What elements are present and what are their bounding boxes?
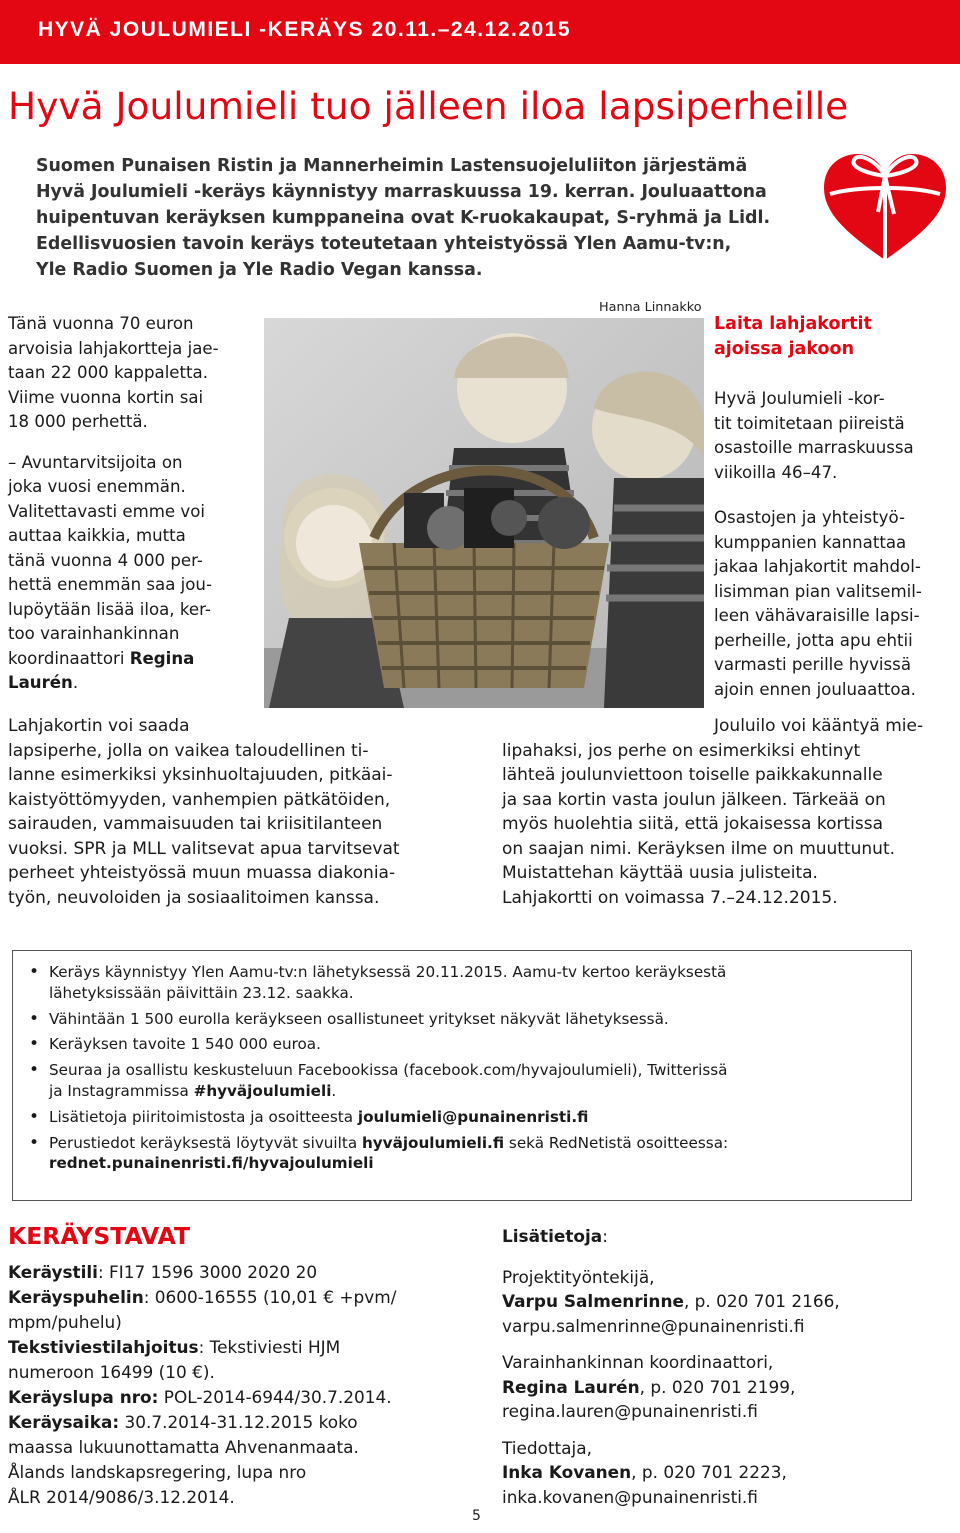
heart-ribbon-logo bbox=[818, 142, 952, 274]
list-item bbox=[29, 1009, 899, 1030]
text-line: Valitettavasti emme voi bbox=[8, 501, 205, 521]
text-line: jakaa lahjakortit mahdol- bbox=[714, 557, 921, 576]
photo-credit: Hanna Linnakko bbox=[599, 300, 702, 315]
left-column-text bbox=[8, 312, 258, 696]
text-line: sairauden, vammaisuuden tai kriisitilanteen bbox=[8, 814, 383, 834]
subheading: ajoissa jakoon bbox=[714, 338, 855, 359]
text-line: Muistattehan käyttää uusia julisteita. bbox=[502, 863, 818, 883]
text-fragment: : bbox=[602, 1226, 608, 1246]
header-banner bbox=[0, 0, 960, 64]
text-line: Osastojen ja yhteistyö- bbox=[714, 508, 905, 527]
email-link[interactable]: joulumieli@punainenristi.fi bbox=[357, 1107, 589, 1126]
list-item bbox=[29, 1060, 899, 1102]
text-line bbox=[8, 647, 258, 672]
text-line bbox=[8, 671, 258, 696]
page-number: 5 bbox=[472, 1508, 481, 1524]
field-label: Tekstiviestilahjoitus bbox=[8, 1337, 199, 1357]
text-line bbox=[8, 1410, 478, 1435]
contact-role: Projektityöntekijä, bbox=[502, 1266, 655, 1287]
text-line: 18 000 perhettä. bbox=[8, 412, 148, 431]
contact-heading bbox=[502, 1224, 952, 1249]
intro-line: Edellisvuosien tavoin keräys toteutetaan yhteistyössä Ylen Aamu-tv:n, bbox=[36, 234, 732, 254]
contact-line bbox=[502, 1460, 952, 1485]
text-line: lapsiperhe, jolla on vaikea taloudellinen ti- bbox=[8, 740, 369, 761]
rednet-link[interactable]: rednet.punainenristi.fi/hyvajoulumieli bbox=[49, 1154, 374, 1173]
right-column-text bbox=[714, 312, 960, 702]
field-value: : 0600-16555 (10,01 € +pvm/ bbox=[143, 1287, 397, 1307]
contact-role: Varainhankinnan koordinaattori, bbox=[502, 1352, 774, 1372]
text-line: perheet yhteistyössä muun muassa diakonia- bbox=[8, 863, 396, 883]
field-label: Keräyspuhelin bbox=[8, 1287, 144, 1307]
contact-email[interactable]: regina.lauren@punainenristi.fi bbox=[502, 1401, 758, 1421]
text-line: lupöytään lisää iloa, ker- bbox=[8, 599, 211, 619]
person-name: Laurén bbox=[8, 673, 73, 692]
text-line: mpm/puhelu) bbox=[8, 1312, 122, 1332]
list-item bbox=[29, 1034, 899, 1055]
text-line: ajoin ennen jouluaattoa. bbox=[714, 679, 916, 699]
text-line: Ålands landskapsregering, lupa nro bbox=[8, 1462, 307, 1482]
person-name: Regina bbox=[129, 648, 195, 668]
text-line: – Avuntarvitsijoita on bbox=[8, 452, 183, 472]
text-line: numeroon 16499 (10 €). bbox=[8, 1362, 215, 1382]
contact-info bbox=[502, 1224, 952, 1509]
lower-left-paragraph bbox=[8, 714, 478, 910]
text-line: Lahjakortin voi saada bbox=[8, 716, 190, 736]
keraystavat-list bbox=[8, 1260, 478, 1510]
text-line: hettä enemmän saa jou- bbox=[8, 575, 212, 594]
text-line: joka vuosi enemmän. bbox=[8, 477, 186, 496]
intro-line: Suomen Punaisen Ristin ja Mannerheimin Lastensuojeluliiton järjestämä bbox=[36, 156, 748, 176]
text-fragment: sekä RedNetistä osoitteessa: bbox=[504, 1133, 729, 1152]
banner-text: HYVÄ JOULUMIELI -KERÄYS 20.11.–24.12.2015 bbox=[38, 18, 572, 41]
field-value: : Tekstiviesti HJM bbox=[198, 1337, 341, 1357]
text-line: leen vähävaraisille lapsi- bbox=[714, 606, 920, 625]
text-line bbox=[8, 1285, 478, 1310]
contact-line bbox=[502, 1289, 952, 1314]
text-line: kaistyöttömyyden, vanhempien pätkätöiden, bbox=[8, 789, 391, 810]
list-item bbox=[29, 962, 899, 1004]
text-fragment: . bbox=[72, 673, 79, 692]
text-fragment: Lisätietoja piiritoimistosta ja osoitteesta bbox=[49, 1107, 358, 1126]
contact-phone: , p. 020 701 2223, bbox=[631, 1462, 787, 1482]
contact-phone: , p. 020 701 2199, bbox=[639, 1376, 796, 1397]
text-line: tit toimitetaan piireistä bbox=[714, 413, 905, 433]
info-box bbox=[12, 950, 912, 1201]
field-value: 30.7.2014-31.12.2015 koko bbox=[119, 1412, 358, 1432]
text-line: ja saa kortin vasta joulun jälkeen. Tärkeää on bbox=[502, 789, 886, 810]
intro-paragraph bbox=[36, 153, 816, 283]
text-line bbox=[8, 1260, 478, 1285]
text-line: varmasti perille hyvissä bbox=[714, 655, 911, 674]
text-line: tänä vuonna 4 000 per- bbox=[8, 550, 203, 570]
website-link[interactable]: hyväjoulumieli.fi bbox=[361, 1133, 505, 1152]
text-line: lanne esimerkiksi yksinhuoltajuuden, pitkäai- bbox=[8, 765, 393, 785]
contact-name: Regina Laurén bbox=[502, 1376, 640, 1397]
text-line: Viime vuonna kortin sai bbox=[8, 387, 204, 407]
text-line: Hyvä Joulumieli -kor- bbox=[714, 389, 885, 408]
contact-email[interactable]: varpu.salmenrinne@punainenristi.fi bbox=[502, 1315, 805, 1336]
contact-name: Varpu Salmenrinne bbox=[502, 1291, 684, 1311]
text-line: ÅLR 2014/9086/3.12.2014. bbox=[8, 1487, 235, 1507]
intro-line: huipentuvan keräyksen kumppaneina ovat K-ruokakaupat, S-ryhmä ja Lidl. bbox=[36, 208, 771, 228]
text-fragment: koordinaattori bbox=[8, 648, 125, 668]
text-line: Lahjakortti on voimassa 7.–24.12.2015. bbox=[502, 887, 838, 908]
intro-line: Yle Radio Suomen ja Yle Radio Vegan kanssa. bbox=[36, 260, 483, 280]
section-heading-keraystavat: KERÄYSTAVAT bbox=[8, 1222, 191, 1250]
text-line: kumppanien kannattaa bbox=[714, 532, 907, 552]
text-line bbox=[8, 1385, 478, 1410]
lower-right-paragraph bbox=[502, 714, 952, 910]
field-label: Keräystili bbox=[8, 1262, 98, 1282]
text-line: too varainhankinnan bbox=[8, 624, 180, 643]
subheading: Laita lahjakortit bbox=[714, 314, 872, 334]
list-item-text: • Keräyksen tavoite 1 540 000 euroa. bbox=[49, 1035, 321, 1054]
text-line: Jouluilo voi kääntyä mie- bbox=[714, 716, 924, 736]
text-line: maassa lukuunottamatta Ahvenanmaata. bbox=[8, 1437, 359, 1457]
text-line: perheille, jotta apu ehtii bbox=[714, 630, 913, 650]
text-line: arvoisia lahjakortteja jae- bbox=[8, 338, 219, 358]
list-item-text: • Keräys käynnistyy Ylen Aamu-tv:n lähetyksessä 20.11.2015. Aamu-tv kertoo keräyksestä bbox=[49, 963, 727, 981]
field-label: Keräyslupa nro: bbox=[8, 1387, 159, 1407]
list-item bbox=[29, 1133, 899, 1175]
contact-line bbox=[502, 1375, 952, 1400]
children-basket-photo bbox=[264, 318, 704, 708]
text-line: viikoilla 46–47. bbox=[714, 462, 838, 482]
contact-name: Inka Kovanen bbox=[502, 1462, 632, 1482]
list-item-text bbox=[49, 1081, 899, 1102]
list-item-text bbox=[49, 1107, 899, 1128]
text-line: auttaa kaikkia, mutta bbox=[8, 526, 186, 545]
hashtag: #hyväjoulumieli bbox=[193, 1081, 332, 1100]
list-item-text bbox=[49, 1133, 899, 1154]
text-line: lipahaksi, jos perhe on esimerkiksi ehtinyt bbox=[502, 740, 861, 761]
text-line: osastoille marraskuussa bbox=[714, 438, 914, 457]
field-label: Keräysaika: bbox=[8, 1412, 120, 1432]
text-fragment: Perustiedot keräyksestä löytyvät sivuilta bbox=[49, 1133, 362, 1152]
info-list bbox=[29, 962, 899, 1179]
list-item bbox=[29, 1107, 899, 1128]
field-value: POL-2014-6944/30.7.2014. bbox=[158, 1387, 392, 1407]
text-fragment: ja Instagrammissa bbox=[49, 1081, 194, 1100]
text-fragment: . bbox=[331, 1081, 337, 1100]
text-line: vuoksi. SPR ja MLL valitsevat apua tarvitsevat bbox=[8, 838, 400, 859]
list-item-text: • Vähintään 1 500 eurolla keräykseen osallistuneet yritykset näkyvät lähetyksessä. bbox=[49, 1009, 669, 1028]
text-line bbox=[8, 1335, 478, 1360]
field-value: : FI17 1596 3000 2020 20 bbox=[97, 1262, 318, 1282]
contact-phone: , p. 020 701 2166, bbox=[683, 1291, 840, 1311]
heading-text: Lisätietoja bbox=[502, 1226, 603, 1246]
text-line: myös huolehtia siitä, että jokaisessa kortissa bbox=[502, 814, 884, 834]
list-item-text: lähetyksissään päivittäin 23.12. saakka. bbox=[49, 983, 354, 1002]
contact-role: Tiedottaja, bbox=[502, 1437, 592, 1458]
text-line: työn, neuvoloiden ja sosiaalitoimen kanssa. bbox=[8, 887, 380, 908]
text-line: Tänä vuonna 70 euron bbox=[8, 314, 194, 333]
text-line: lähteä joulunviettoon toiselle paikkakunnalle bbox=[502, 765, 883, 785]
intro-line: Hyvä Joulumieli -keräys käynnistyy marraskuussa 19. kerran. Jouluaattona bbox=[36, 182, 767, 202]
text-line: on saajan nimi. Keräyksen ilme on muuttunut. bbox=[502, 838, 896, 859]
page-title: Hyvä Joulumieli tuo jälleen iloa lapsiperheille bbox=[8, 84, 849, 128]
text-line: taan 22 000 kappaletta. bbox=[8, 363, 208, 382]
text-line: lisimman pian valitsemil- bbox=[714, 581, 922, 601]
contact-email[interactable]: inka.kovanen@punainenristi.fi bbox=[502, 1486, 758, 1507]
list-item-text: • Seuraa ja osallistu keskusteluun Facebookissa (facebook.com/hyvajoulumieli), Twitterissä bbox=[49, 1061, 728, 1080]
